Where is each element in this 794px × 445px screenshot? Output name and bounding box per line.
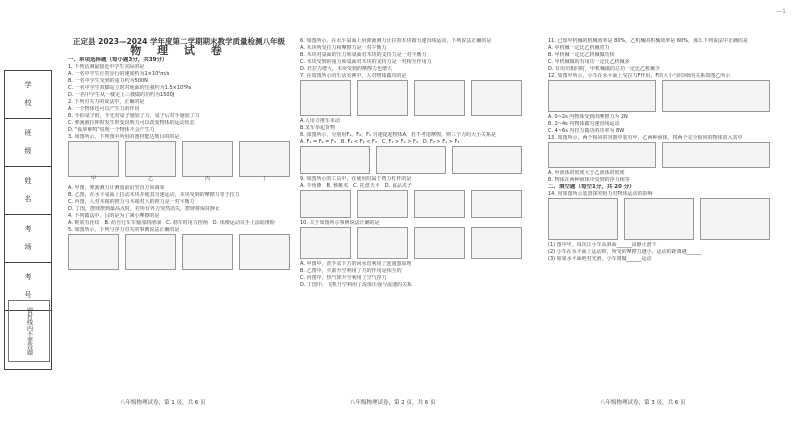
question-line: D. 有用功相同时，甲机械做的总功一定比乙机械少: [548, 66, 661, 72]
question-line: 14. 用如图所示装置探究阻力对物体运动的影响: [548, 191, 653, 197]
figure-panel: [414, 227, 465, 259]
figure-row: [68, 236, 290, 270]
question-line: C. 一名中学生双脚站立时对地面的压强约为1.5×10⁴Pa: [68, 85, 192, 91]
figure-panel: [662, 142, 770, 168]
figure-panel: [471, 227, 522, 259]
figure-row: [300, 148, 522, 174]
figure-panel: [376, 146, 446, 174]
question-line: B. 乙图中，火箭升空利用了力的作用是相互的: [300, 268, 402, 274]
figure-row: [548, 82, 770, 112]
question-line: D. 丁图中，飞机升空利用了流体压强与流速的关系: [300, 282, 413, 288]
figure-panel: [414, 80, 465, 116]
binding-field-room: 考 场: [5, 215, 51, 263]
section-heading: 二、填空题（每空1分，共 20 分）: [548, 184, 635, 190]
question-line: (1) 图中甲，每次让小车从斜面______由静止滑下: [548, 242, 657, 248]
figure-caption: A.人用力推车未动: [300, 118, 340, 124]
question-line: 7. 在如图所示的生活实例中，人对物体做功的是: [300, 73, 407, 79]
figure-row: [300, 192, 522, 218]
figure-panel: 甲: [68, 141, 119, 177]
question-line: B. 一名中学生受到的重力约为500N: [68, 78, 148, 84]
figure-row: [68, 143, 290, 182]
figure-row: [548, 200, 770, 240]
figure-panel: [357, 190, 408, 218]
figure-caption: B.叉车举起货物: [300, 125, 336, 131]
question-line: 5. 如图所示，下列与浮力有关的事例说法正确的是: [68, 227, 180, 233]
figure-panel: [357, 227, 408, 259]
question-line: 1. 下列估测最接近中学生实际的是: [68, 64, 145, 70]
figure-row: [548, 144, 770, 168]
page-column-1: [68, 38, 290, 272]
binding-field-school: 学 校: [5, 71, 51, 119]
figure-panel: [300, 190, 351, 218]
question-line: 9. 如图所示的工具中，在使用时属于费力杠杆的是: [300, 176, 412, 182]
figure-panel: 丙: [182, 141, 233, 177]
question-line: C. 甲机械做的有用功一定比乙机械多: [548, 59, 630, 65]
question-line: 13. 如图所示，两个相同的容器中装有甲、乙两种液体，将两个完全相同的物体放入其中: [548, 135, 743, 141]
question-line: A. 0~2s 内物体受到的摩擦力为 2N: [548, 114, 628, 120]
question-line: C. 丙图，人对木箱的推力与木箱对人的推力是一对平衡力: [68, 199, 195, 205]
question-line: D. "孤掌难鸣"说明一个物体不会产生力: [68, 127, 155, 133]
figure-panel: [548, 80, 656, 112]
question-line: 11. 已知甲机械的机械效率是 80%，乙机械的机械效率是 60%，那么下列说法中正确的是: [548, 38, 748, 44]
figure-panel: [471, 190, 522, 218]
question-line: (3) 如果水平面绝对光滑，小车将做______运动: [548, 256, 652, 262]
question-line: A. 一名中学生正常步行的速度约为1×10²m/s: [68, 71, 170, 77]
figure-panel: [239, 234, 290, 270]
figure-panel: [624, 198, 694, 240]
question-line: B. 手拍桌子时，手先对桌子施加了力，桌子后对手施加了力: [68, 113, 200, 119]
figure-panel: [300, 146, 370, 174]
binding-field-name: 姓 名: [5, 167, 51, 215]
figure-panel: [125, 234, 176, 270]
page-footer: 八年级物理试卷，第 3 页，共 6 页: [600, 400, 686, 406]
question-line: B. 木块对桌面的压力和桌面对木块的支持力是一对平衡力: [300, 52, 427, 58]
question-line: A. 甲机械一定比乙机械省力: [548, 45, 610, 51]
question-line: A. 鞋底有花纹 B. 给自行车车轴加润滑油 C. 刹车时用力捏闸 D. 体操运动员手上涂防滑粉: [68, 220, 275, 226]
question-line: A. 羊角锤 B. 核桃夹 C. 托盘天平 D. 食品夹子: [300, 183, 412, 189]
question-line: 3. 如图所示，下列图中所用的器材能达到目的的是: [68, 134, 180, 140]
question-line: 2. 下列有关力的说法中，正确的是: [68, 99, 145, 105]
page-column-3: [548, 38, 770, 263]
question-line: 8. 如图所示，分别用F₁、F₂、F₃ 匀速提起物体A，若不考虑摩擦，则三个力的大小关系是: [300, 132, 497, 138]
figure-panel: 乙: [125, 141, 176, 177]
page-column-2: [300, 38, 522, 289]
question-line: 10. 关于如图所示事例说法正确的是: [300, 220, 380, 226]
question-line: A. 甲图，弹簧测力计测量前沿竖直方向调零: [68, 185, 165, 191]
figure-panel: 丁: [239, 141, 290, 177]
question-line: 12. 如图甲所示，小车在水平面上受拉力F作用，F的大小与时间t的关系如图乙所示: [548, 73, 731, 79]
question-line: B. 2~4s 内物体做匀速直线运动: [548, 121, 620, 127]
figure-panel: [357, 80, 408, 116]
figure-panel: [414, 190, 465, 218]
question-line: A. 甲液体的密度大于乙液体的密度: [548, 170, 625, 176]
exam-subject: 物 理 试 卷: [130, 44, 228, 57]
question-line: C. 丙图中，热气球升空利用了空气浮力: [300, 275, 387, 281]
question-line: D. 若拉力增大，木块受到的摩擦力也增大: [300, 66, 393, 72]
figure-panel: [662, 80, 770, 112]
figure-panel: [700, 198, 770, 240]
question-line: 6. 如图所示，在水平桌面上用弹簧测力计拉着木块做匀速直线运动，下列说法正确的是: [300, 38, 492, 44]
figure-row: [300, 229, 522, 259]
question-line: C. 4~6s 内拉力做功的功率为 8W: [548, 128, 625, 134]
binding-field-number: 考 号: [5, 263, 51, 311]
page-corner-mark: —1: [776, 8, 786, 15]
figure-panel: [471, 80, 522, 116]
figure-panel: [300, 80, 351, 116]
figure-panel: [548, 142, 656, 168]
binding-field-class: 班 级: [5, 119, 51, 167]
question-line: D. 一名中学生从一楼走上三楼做的功约为1500J: [68, 92, 175, 98]
page-footer: 八年级物理试卷，第 2 页，共 6 页: [350, 400, 436, 406]
question-line: B. 物体在两种液体中受到的浮力相等: [548, 177, 630, 183]
page-footer: 八年级物理试卷，第 1 页，共 6 页: [120, 400, 206, 406]
question-line: A. 木块所受拉力和摩擦力是一对平衡力: [300, 45, 387, 51]
figure-panel: [452, 146, 522, 174]
question-line: (2) 小车在水平面上运动时，所受的摩擦力越小，运动的距离越______: [548, 249, 702, 255]
figure-panel: [300, 227, 351, 259]
seal-notice: 密封线内不要答题: [8, 300, 50, 362]
figure-panel: [548, 198, 618, 240]
section-heading: 一、单项选择题（每小题3分，共39分）: [68, 57, 168, 63]
question-line: A. F₁ = F₂ = F₃ B. F₁ < F₂ < F₃ C. F₁ > F₂ > F₃ D. F₂ > F₁ > F₃: [300, 139, 460, 145]
exam-title: 正定县 2023—2024 学年度第二学期期末教学质量检测八年级: [73, 37, 285, 46]
figure-panel: [182, 234, 233, 270]
question-line: A. 甲图中，洗手盆下方的回水管利用了连通器原理: [300, 261, 412, 267]
question-line: C. 木块受到的重力和桌面对木块的支持力是一对相互作用力: [300, 59, 432, 65]
question-line: B. 乙图，在水平桌面上拉动木块并使其匀速运动，木块受到的摩擦力等于拉力: [68, 192, 240, 198]
question-line: 4. 下列做法中，目的是为了减小摩擦的是: [68, 213, 160, 219]
question-line: B. 甲机械一定比乙机械做功快: [548, 52, 615, 58]
figure-panel: [68, 234, 119, 270]
question-line: D. 丁图，摆球摆到最高点时，若所有外力突然消失，摆球将保持静止: [68, 206, 221, 212]
figure-row: [300, 82, 522, 116]
question-line: C. 弹簧被拉伸时发生形变说明力可以改变物体的运动状态: [68, 120, 195, 126]
question-line: A. 一个物体也可以产生力的作用: [68, 106, 140, 112]
